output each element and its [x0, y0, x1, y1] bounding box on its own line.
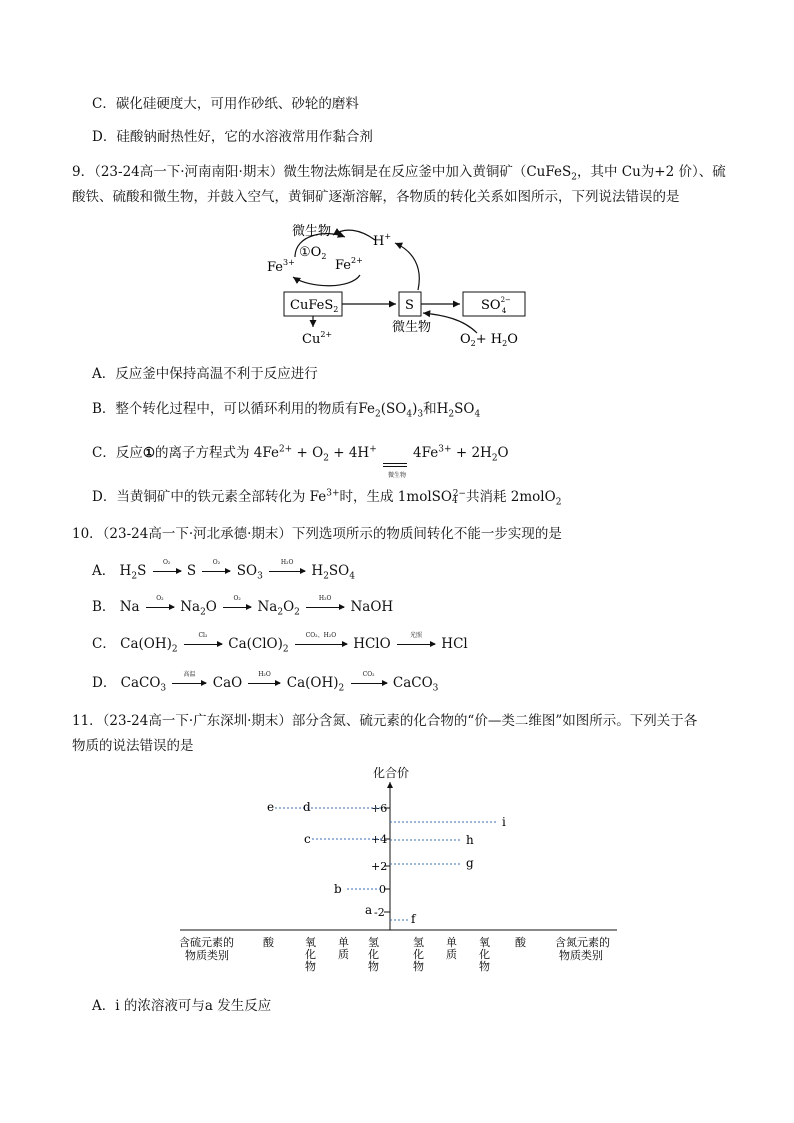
q11-stem-line1: 11．（23-24高一下·广东深圳·期末）部分含氮、硫元素的化合物的“价—类二维图”如图所示。下列关于各: [72, 713, 698, 729]
category-sulfur-3-char-1: 化: [368, 948, 379, 961]
category-nitrogen-0-char-0: 氢: [413, 936, 424, 949]
category-sulfur-1-char-1: 化: [305, 948, 316, 961]
category-nitrogen-0-char-1: 化: [413, 948, 424, 961]
point-h: h: [466, 833, 474, 847]
q9-option-b: B．整个转化过程中，可以循环利用的物质有$Fe_2(SO_4)_3$和$H_2SO_4$: [92, 401, 481, 420]
q10-option-d: D． CaCO$_3$ 高温 CaO H₂O $Ca(OH)_2$ CO₂ CaCO$_3$: [92, 671, 439, 694]
diagram-o2-h2o: $O_2+ H_2O$: [460, 332, 518, 348]
point-a: a: [365, 903, 373, 917]
y-tick-minus2: -2: [374, 906, 385, 919]
q10-option-c: C． $Ca(OH)_2$ Cl₂ $Ca(ClO)_2$ CO₂、H₂O HClO 光照 HCl: [92, 632, 468, 655]
diagram-fe2: $Fe^{2+}$: [335, 256, 363, 273]
diagram-so4: $SO^{2-}$ 4: [481, 296, 511, 315]
category-sulfur-3-char-0: 氢: [368, 936, 379, 949]
y-tick-plus6: +6: [371, 802, 388, 815]
q9-option-a: A．反应釜中保持高温不利于反应进行: [92, 366, 318, 382]
category-sulfur-1-char-0: 氧: [305, 936, 316, 949]
diagram-fe3: $Fe^{3+}$: [267, 258, 295, 275]
q11-option-a: A．i 的浓溶液可与a 发生反应: [92, 998, 272, 1014]
point-e: e: [267, 800, 275, 814]
point-i: i: [502, 815, 506, 829]
q9-stem-line2: 酸铁、硫酸和微生物，并鼓入空气，黄铜矿逐渐溶解，各物质的转化关系如图所示，下列说法错误的是: [72, 189, 680, 205]
chart-y-title: 化合价: [373, 766, 410, 780]
category-nitrogen-2-char-0: 氧: [479, 936, 490, 949]
q8-option-c: C．碳化硅硬度大，可用作砂纸、砂轮的磨料: [92, 96, 359, 112]
point-d: d: [303, 800, 311, 814]
diagram-s: S: [405, 298, 414, 313]
category-sulfur-1-char-2: 物: [305, 960, 316, 973]
q9-stem-line1: 9．（23-24高一下·河南南阳·期末）微生物法炼铜是在反应釜中加入黄铜矿（CuFeS$_2$，其中 Cu为+2 价）、硫: [72, 164, 726, 183]
q8-option-d: D．硅酸钠耐热性好，它的水溶液常用作黏合剂: [92, 129, 373, 145]
q11-stem-line2: 物质的说法错误的是: [72, 738, 194, 754]
category-sulfur-2-char-0: 单: [338, 936, 349, 949]
x-axis-label-nitrogen-1: 含氮元素的: [555, 936, 610, 949]
point-b: b: [334, 882, 342, 896]
diagram-h-plus: H+: [373, 232, 392, 249]
y-tick-plus4: +4: [371, 833, 388, 846]
category-nitrogen-3-char-0: 酸: [515, 936, 526, 949]
category-sulfur-0-char-0: 酸: [263, 936, 274, 949]
q10-option-a: A． $H_2S$ O₂ S O₂ $SO_3$ H₂O $H_2SO_4$: [92, 559, 355, 582]
diagram-microbe-bottom: 微生物: [392, 320, 432, 335]
point-f: f: [411, 912, 416, 926]
q10-option-b: B． Na O₂ $Na_2O$ O₂ $Na_2O_2$ H₂O NaOH: [92, 595, 394, 618]
q9-option-c: C．反应①的离子方程式为 $4Fe^{2+} + O_2 + 4H^+$ 微生物 $4Fe^{3+} + 2H_2O$: [92, 444, 509, 479]
q9-conversion-diagram: [255, 215, 545, 350]
y-tick-zero: 0: [379, 883, 386, 896]
q11-valence-chart: [175, 760, 625, 985]
y-tick-plus2: +2: [371, 860, 388, 873]
diagram-cu2: $Cu^{2+}$: [302, 330, 333, 347]
category-sulfur-2-char-1: 质: [338, 948, 349, 961]
point-g: g: [466, 856, 474, 870]
category-nitrogen-1-char-0: 单: [446, 936, 457, 949]
point-c: c: [304, 832, 311, 846]
category-nitrogen-1-char-1: 质: [446, 948, 457, 961]
diagram-microbe-top: 微生物: [292, 224, 332, 239]
category-nitrogen-2-char-1: 化: [479, 948, 490, 961]
q9-option-d: D．当黄铜矿中的铁元素全部转化为 $Fe^{3+}$时，生成 1molSO$_4^{2-}$共消耗 2molO$_2$: [92, 488, 562, 508]
x-axis-label-sulfur-2: 物质类别: [185, 949, 229, 962]
category-nitrogen-2-char-2: 物: [479, 960, 490, 973]
x-axis-label-sulfur-1: 含硫元素的: [179, 936, 234, 949]
x-axis-label-nitrogen-2: 物质类别: [559, 949, 603, 962]
q10-stem: 10．（23-24高一下·河北承德·期末）下列选项所示的物质间转化不能一步实现的是: [72, 526, 562, 542]
category-nitrogen-0-char-2: 物: [413, 960, 424, 973]
diagram-reaction-1: $①O_2$: [299, 245, 327, 261]
category-sulfur-3-char-2: 物: [368, 960, 379, 973]
diagram-cufes2: CuFeS$_2$: [290, 298, 339, 314]
